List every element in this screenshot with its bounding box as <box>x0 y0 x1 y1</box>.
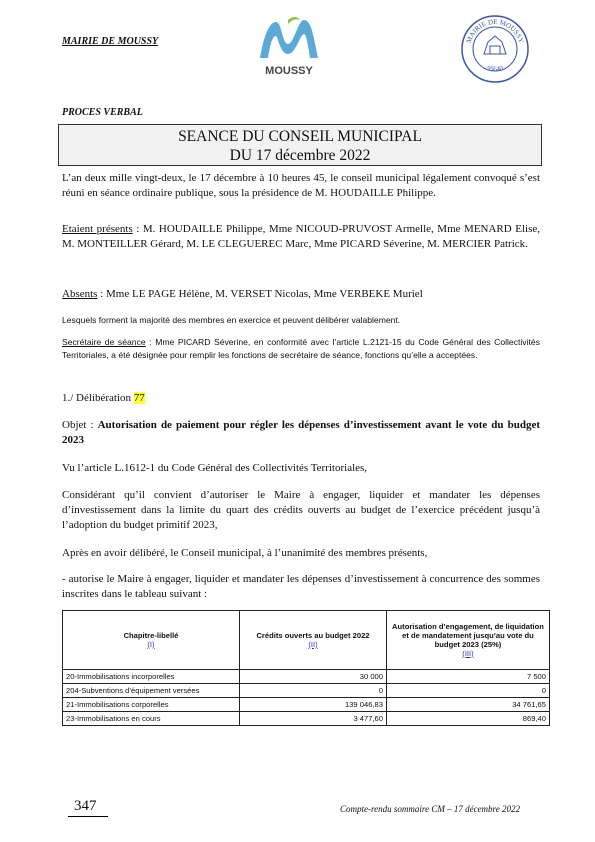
deliberation-number: 77 <box>133 392 145 404</box>
table-row <box>63 712 550 726</box>
secretaire-paragraph <box>62 336 540 362</box>
absents-paragraph <box>62 287 540 302</box>
row-autorisation: 869,40 <box>387 712 550 726</box>
table-row <box>63 670 550 684</box>
seal-bottom-text: 95640 <box>485 64 505 74</box>
row-chapitre: 23-Immobilisations en cours <box>63 712 240 726</box>
vu-paragraph: Vu l’article L.1612-1 du Code Général des Collectivités Territoriales, <box>62 462 368 474</box>
session-date: DU 17 décembre 2022 <box>229 147 371 164</box>
presents-text: : M. HOUDAILLE Philippe, Mme NICOUD-PRUVOST Armelle, Mme MENARD Elise, M. MONTEILLER Gérard, M. LE CLEGUEREC Marc, Mme PICARD Séverine, M. MERCIER Patrick. <box>62 223 540 250</box>
row-credits: 30 000 <box>240 670 387 684</box>
svg-text:MAIRIE DE MOUSSY <box>465 18 525 44</box>
autorise-paragraph: - autorise le Maire à engager, liquider et mandater les dépenses d’investissement à concurrence des sommes inscrites dans le tableau suivant : <box>62 573 540 600</box>
objet-label: Objet : <box>62 419 98 431</box>
moussy-seal <box>460 14 530 84</box>
secretaire-text: : Mme PICARD Séverine, en conformité avec l’article L.2121-15 du Code Général des Collectivités Territoriales, a été désignée pour remplir les fonctions de secrétaire de séance, fonctions qu’elle a acceptées. <box>62 337 540 360</box>
row-autorisation: 7 500 <box>387 670 550 684</box>
absents-text: : Mme LE PAGE Hélène, M. VERSET Nicolas, Mme VERBEKE Muriel <box>97 288 423 300</box>
seal-top-text: MAIRIE DE MOUSSY <box>464 17 526 45</box>
footer-caption: Compte-rendu sommaire CM – 17 décembre 2022 <box>340 804 520 814</box>
apres-paragraph: Après en avoir délibéré, le Conseil municipal, à l’unanimité des membres présents, <box>62 547 428 559</box>
session-title: SEANCE DU CONSEIL MUNICIPAL <box>178 128 422 145</box>
moussy-logo <box>248 14 330 84</box>
considerant-paragraph: Considérant qu’il convient d’autoriser le Maire à engager, liquider et mandater les dépenses d’investissement dans la limite du quart des crédits ouverts au budget de l’exercice précédent jusqu’à l’adoption du budget primitif 2023, <box>62 489 540 531</box>
row-autorisation: 34 761,65 <box>387 698 550 712</box>
row-credits: 139 046,83 <box>240 698 387 712</box>
page-number-underline <box>68 816 108 817</box>
row-chapitre: 204-Subventions d’équipement versées <box>63 684 240 698</box>
header-credits: Crédits ouverts au budget 2022 (II) <box>240 611 387 670</box>
row-credits: 3 477,60 <box>240 712 387 726</box>
secretaire-label: Secrétaire de séance <box>62 337 146 347</box>
table-header-row <box>63 611 550 670</box>
row-chapitre: 20-Immobilisations incorporelles <box>63 670 240 684</box>
row-chapitre: 21-Immobilisations corporelles <box>63 698 240 712</box>
header-chapitre: Chapitre-libellé (I) <box>63 611 240 670</box>
row-credits: 0 <box>240 684 387 698</box>
objet-paragraph <box>62 418 540 448</box>
header-autorisation: Autorisation d’engagement, de liquidation et de mandatement jusqu’au vote du budget 2023 (25%) (III) <box>387 611 550 670</box>
objet-text: Autorisation de paiement pour régler les dépenses d’investissement avant le vote du budget 2023 <box>62 419 540 446</box>
presents-label: Etaient présents <box>62 223 133 235</box>
header-credits-ref: (II) <box>308 640 318 649</box>
budget-table <box>62 610 550 726</box>
table-row <box>63 684 550 698</box>
header-autorisation-ref: (III) <box>462 649 474 658</box>
header-chapitre-ref: (I) <box>147 640 155 649</box>
mairie-header: MAIRIE DE MOUSSY <box>62 36 159 47</box>
svg-text:95640 <box>486 64 505 74</box>
majorite-paragraph: Lesquels forment la majorité des membres en exercice et peuvent délibérer valablement. <box>62 315 401 325</box>
proces-verbal-label: PROCES VERBAL <box>62 107 143 118</box>
intro-paragraph: L’an deux mille vingt-deux, le 17 décembre à 10 heures 45, le conseil municipal légalement convoqué s’est réuni en séance ordinaire publique, sous la présidence de M. HOUDAILLE Philippe. <box>62 172 540 199</box>
table-row <box>63 698 550 712</box>
absents-label: Absents <box>62 288 98 300</box>
page-number: 347 <box>74 798 97 814</box>
deliberation-label: 1./ Délibération <box>62 392 134 404</box>
session-title-box <box>58 124 542 166</box>
row-autorisation: 0 <box>387 684 550 698</box>
logo-text: MOUSSY <box>265 65 313 77</box>
logo-m-shape <box>260 20 318 58</box>
presents-paragraph <box>62 222 540 252</box>
deliberation-heading <box>62 391 540 406</box>
